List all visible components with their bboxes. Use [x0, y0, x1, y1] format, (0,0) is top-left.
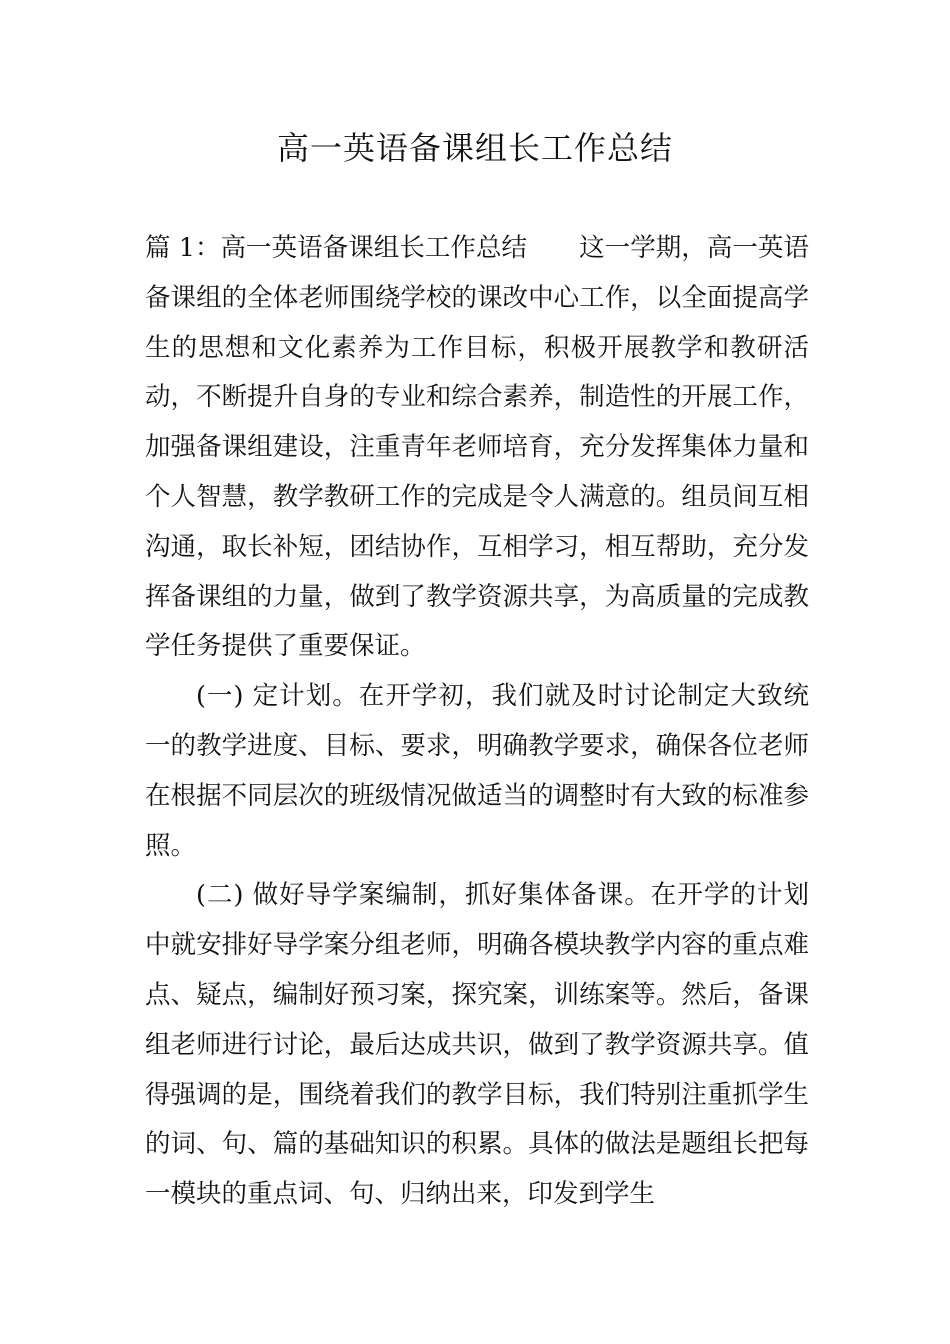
paragraph-2: (一) 定计划。在开学初，我们就及时讨论制定大致统一的教学进度、目标、要求，明确教学要求，确保各位老师在根据不同层次的班级情况做适当的调整时有大致的标准参照。: [145, 681, 809, 861]
paragraph-1-text: 这一学期，高一英语备课组的全体老师围绕学校的课改中心工作，以全面提高学生的思想和文化素养为工作目标，积极开展教学和教研活动，不断提升自身的专业和综合素养，制造性的开展工作，加强备课组建设，注重青年老师培育，充分发挥集体力量和个人智慧，教学教研工作的完成是令人满意的。组员间互相沟通，取长补短，团结协作，互相学习，相互帮助，充分发挥备课组的力量，做到了教学资源共享，为高质量的完成教学任务提供了重要保证。: [145, 233, 809, 662]
paragraph-1-heading: 篇 1：高一英语备课组长工作总结: [145, 233, 528, 263]
document-body: [145, 224, 809, 1220]
paragraph-3: (二) 做好导学案编制，抓好集体备课。在开学的计划中就安排好导学案分组老师，明确各模块教学内容的重点难点、疑点，编制好预习案，探究案，训练案等。然后，备课组老师进行讨论，最后达成共识，做到了教学资源共享。值得强调的是，围绕着我们的教学目标，我们特别注重抓学生的词、句、篇的基础知识的积累。具体的做法是题组长把每一模块的重点词、句、归纳出来，印发到学生: [145, 880, 809, 1210]
paragraph-1: [145, 224, 809, 672]
document-title: 高一英语备课组长工作总结: [276, 129, 673, 167]
